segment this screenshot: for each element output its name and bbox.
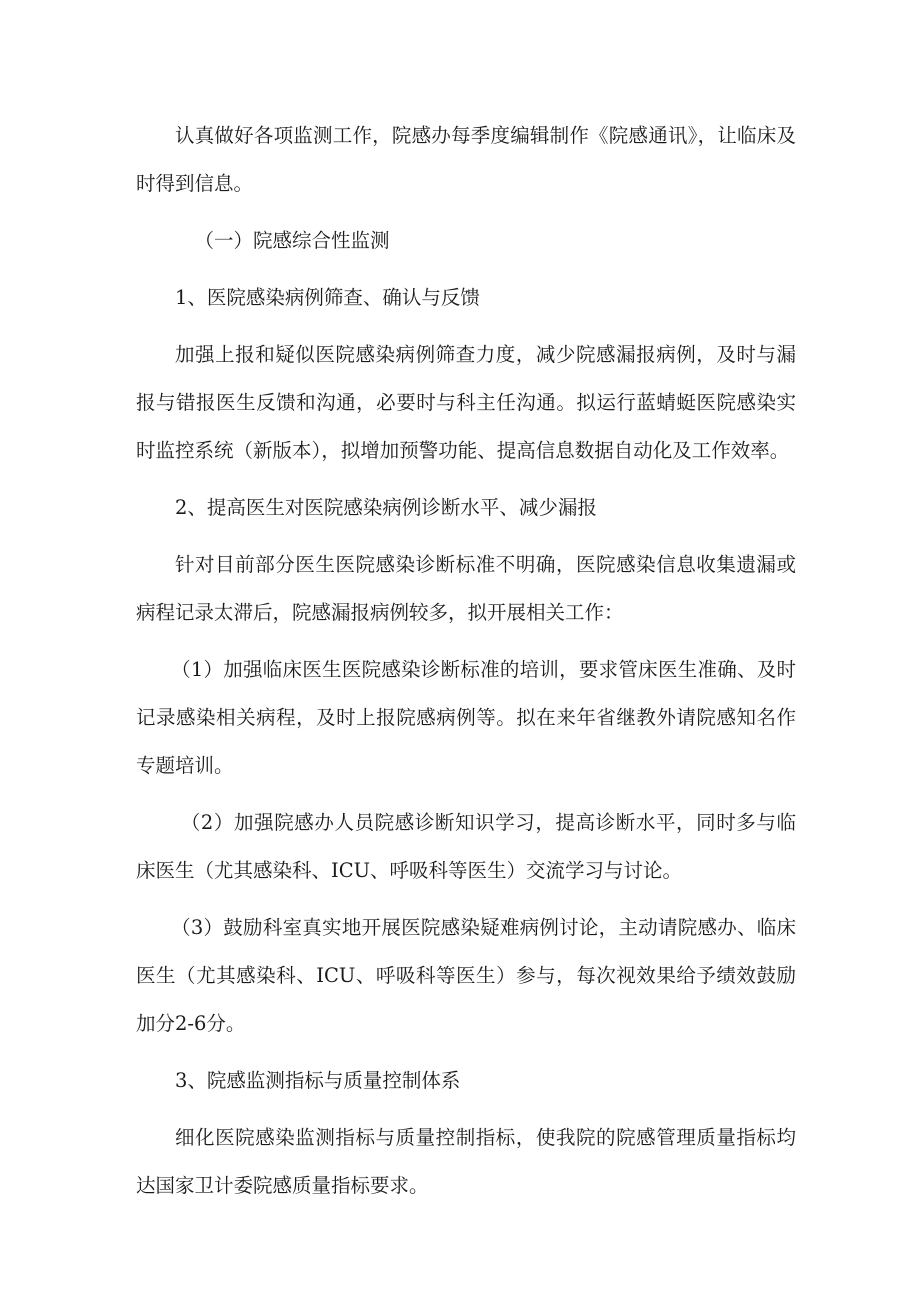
paragraph-quality-indicators: 细化医院感染监测指标与质量控制指标，使我院的院感管理质量指标均达国家卫计委院感质量指标要求。 [136,1126,796,1197]
paragraph-monitoring-intro: 认真做好各项监测工作，院感办每季度编辑制作《院感通讯》，让临床及时得到信息。 [136,124,796,195]
section-heading-comprehensive-monitoring: （一）院感综合性监测 [194,229,390,252]
list-item-training: （1）加强临床医生医院感染诊断标准的培训，要求管床医生准确、及时记录感染相关病程，及时上报院感病例等。拟在来年省继教外请院感知名作专题培训。 [136,658,796,777]
paragraph-case-screening: 加强上报和疑似医院感染病例筛查力度，减少院感漏报病例，及时与漏报与错报医生反馈和沟通，必要时与科主任沟通。拟运行蓝蜻蜓医院感染实时监控系统（新版本），拟增加预警功能、提高信息数据自动化及工作效率。 [136,343,796,462]
paragraph-diagnosis-intro: 针对目前部分医生医院感染诊断标准不明确，医院感染信息收集遗漏或病程记录太滞后，院感漏报病例较多，拟开展相关工作： [136,553,796,624]
list-item-staff-learning: （2）加强院感办人员院感诊断知识学习，提高诊断水平，同时多与临床医生（尤其感染科、ICU、呼吸科等医生）交流学习与讨论。 [136,811,796,882]
document-body [136,112,796,1210]
subheading-diagnosis-level: 2、提高医生对医院感染病例诊断水平、减少漏报 [175,496,597,519]
list-item-case-discussion: （3）鼓励科室真实地开展医院感染疑难病例讨论，主动请院感办、临床医生（尤其感染科、ICU、呼吸科等医生）参与，每次视效果给予绩效鼓励加分2-6分。 [136,916,796,1035]
subheading-case-screening: 1、医院感染病例筛查、确认与反馈 [175,286,480,309]
subheading-quality-indicators: 3、院感监测指标与质量控制体系 [175,1069,461,1092]
